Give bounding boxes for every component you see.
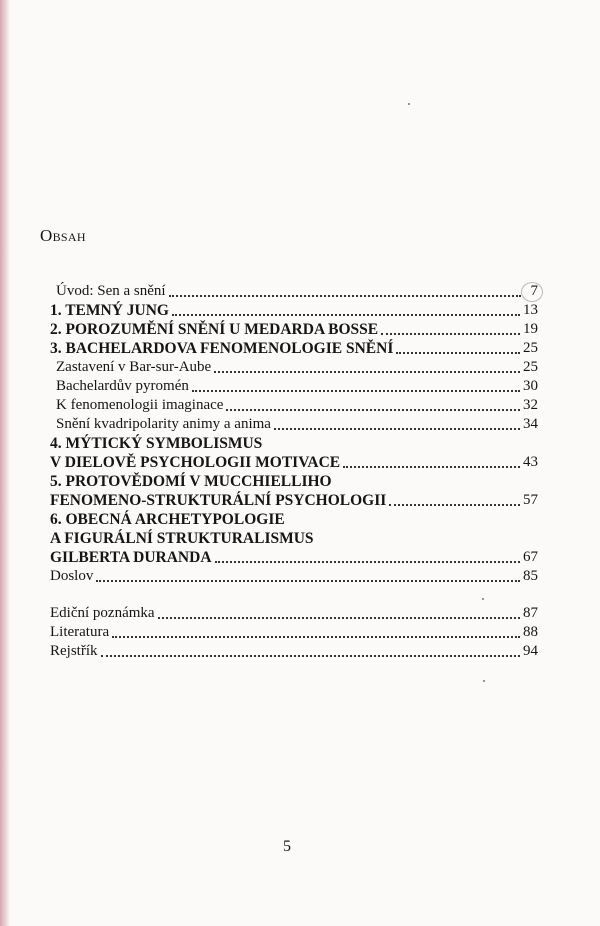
toc-page-number: 13 bbox=[523, 302, 538, 318]
toc-entry-section: Zastavení v Bar-sur-Aube 25 bbox=[56, 359, 538, 375]
toc-page-number: 87 bbox=[523, 605, 538, 621]
heading-initial: O bbox=[40, 226, 53, 245]
toc-page-number: 67 bbox=[523, 549, 538, 565]
dot-leader bbox=[192, 380, 520, 392]
toc-entry-chapter-6-cont: A FIGURÁLNÍ STRUKTURALISMUS bbox=[50, 530, 314, 547]
paper-speck bbox=[483, 680, 485, 682]
toc-page-number: 25 bbox=[523, 359, 538, 375]
paper-speck bbox=[482, 598, 484, 600]
toc-entry-chapter-5: 5. PROTOVĚDOMÍ V MUCCHIELLIHO bbox=[50, 473, 332, 490]
toc-entry-rejstrik: Rejstřík 94 bbox=[50, 643, 538, 659]
toc-entry-chapter-4: 4. MÝTICKÝ SYMBOLISMUS bbox=[50, 435, 263, 452]
dot-leader bbox=[158, 607, 520, 619]
toc-entry-literatura: Literatura 88 bbox=[50, 624, 538, 640]
dot-leader bbox=[381, 323, 520, 335]
toc-entry-section: Bachelardův pyromén 30 bbox=[56, 378, 538, 394]
toc-entry-doslov: Doslov 85 bbox=[50, 568, 538, 584]
toc-entry-chapter-4-cont: V DIELOVĚ PSYCHOLOGII MOTIVACE 43 bbox=[50, 454, 538, 471]
dot-leader bbox=[112, 626, 520, 638]
toc-page-number: 57 bbox=[523, 492, 538, 508]
toc-entry-section: Snění kvadripolarity animy a anima 34 bbox=[56, 416, 538, 432]
dot-leader bbox=[226, 399, 520, 411]
page-number: 5 bbox=[283, 838, 291, 855]
toc-entry-uvod: Úvod: Sen a snění 7 bbox=[56, 283, 538, 299]
toc-entry-chapter-5-cont: FENOMENO-STRUKTURÁLNÍ PSYCHOLOGII 57 bbox=[50, 492, 538, 509]
page-edge bbox=[0, 0, 10, 926]
dot-leader bbox=[343, 456, 520, 468]
dot-leader bbox=[215, 551, 520, 563]
toc-entry-chapter-6-cont: GILBERTA DURANDA 67 bbox=[50, 549, 538, 566]
toc-entry-section: K fenomenologii imaginace 32 bbox=[56, 397, 538, 413]
dot-leader bbox=[96, 570, 520, 582]
table-of-contents bbox=[50, 282, 538, 661]
toc-entry-edicni-poznamka: Ediční poznámka 87 bbox=[50, 605, 538, 621]
toc-page-number: 85 bbox=[523, 568, 538, 584]
paper-speck bbox=[408, 103, 410, 105]
heading-rest: BSAH bbox=[52, 230, 86, 244]
dot-leader bbox=[396, 342, 520, 354]
toc-page-number: 94 bbox=[523, 643, 538, 659]
toc-page-number: 19 bbox=[523, 321, 538, 337]
toc-page-number: 7 bbox=[524, 282, 538, 301]
contents-heading bbox=[40, 226, 86, 246]
toc-entry-chapter-3: 3. BACHELARDOVA FENOMENOLOGIE SNĚNÍ 25 bbox=[50, 340, 538, 357]
dot-leader bbox=[214, 361, 520, 373]
dot-leader bbox=[389, 494, 520, 506]
toc-entry-chapter-6: 6. OBECNÁ ARCHETYPOLOGIE bbox=[50, 511, 285, 528]
toc-page-number: 25 bbox=[523, 340, 538, 356]
dot-leader bbox=[101, 645, 521, 657]
toc-page-number: 32 bbox=[523, 397, 538, 413]
toc-page-number: 34 bbox=[523, 416, 538, 432]
toc-page-number: 30 bbox=[523, 378, 538, 394]
dot-leader bbox=[169, 285, 521, 297]
dot-leader bbox=[172, 304, 520, 316]
dot-leader bbox=[274, 418, 520, 430]
toc-entry-chapter-1: 1. TEMNÝ JUNG 13 bbox=[50, 302, 538, 319]
toc-page-number: 43 bbox=[523, 454, 538, 470]
toc-page-number: 88 bbox=[523, 624, 538, 640]
toc-entry-chapter-2: 2. POROZUMĚNÍ SNĚNÍ U MEDARDA BOSSE 19 bbox=[50, 321, 538, 338]
